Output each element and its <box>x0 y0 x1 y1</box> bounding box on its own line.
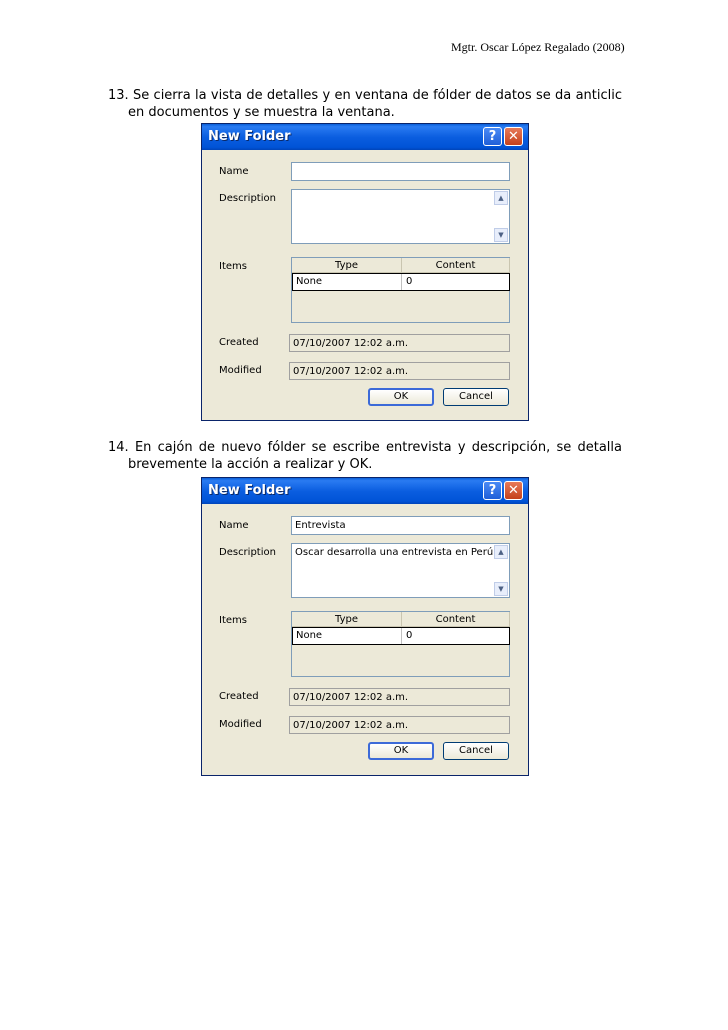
step-number: 13. <box>108 88 129 103</box>
ok-button[interactable]: OK <box>368 388 434 406</box>
step-line-1: En cajón de nuevo fólder se escribe entrevista y descripción, se detalla <box>134 440 622 455</box>
modified-label: Modified <box>219 365 262 376</box>
chevron-down-icon[interactable]: ▼ <box>494 228 508 242</box>
description-label: Description <box>219 193 276 204</box>
step-number: 14. <box>108 440 129 455</box>
dialog-title: New Folder <box>208 129 291 144</box>
step-line-1: Se cierra la vista de detalles y en ventana de fólder de datos se da anticlic <box>133 88 623 103</box>
document-header-author: Mgtr. Oscar López Regalado (2008) <box>451 40 625 54</box>
close-button[interactable] <box>504 481 523 500</box>
created-value: 07/10/2007 12:02 a.m. <box>289 688 510 706</box>
modified-value: 07/10/2007 12:02 a.m. <box>289 362 510 380</box>
created-label: Created <box>219 337 259 348</box>
cell-content: 0 <box>406 630 413 641</box>
step-line-2: brevemente la acción a realizar y OK. <box>128 457 373 472</box>
help-button[interactable] <box>483 481 502 500</box>
description-text: Oscar desarrolla una entrevista en Perú <box>295 547 494 558</box>
question-mark-icon: ? <box>488 129 497 144</box>
dialog-titlebar[interactable] <box>202 124 528 150</box>
column-header-type[interactable]: Type <box>292 612 402 627</box>
column-header-content[interactable]: Content <box>402 612 510 627</box>
items-label: Items <box>219 261 247 272</box>
cell-type: None <box>293 274 402 290</box>
column-header-content[interactable]: Content <box>402 258 510 273</box>
close-button[interactable] <box>504 127 523 146</box>
help-button[interactable] <box>483 127 502 146</box>
name-label: Name <box>219 520 249 531</box>
cell-content: 0 <box>406 276 413 287</box>
created-value: 07/10/2007 12:02 a.m. <box>289 334 510 352</box>
modified-label: Modified <box>219 719 262 730</box>
cancel-button[interactable]: Cancel <box>443 388 509 406</box>
close-x-icon: ✕ <box>508 129 519 144</box>
dialog-titlebar[interactable] <box>202 478 528 504</box>
chevron-up-icon[interactable]: ▲ <box>494 191 508 205</box>
description-label: Description <box>219 547 276 558</box>
column-header-type[interactable]: Type <box>292 258 402 273</box>
table-row[interactable] <box>292 627 510 645</box>
step-14-text <box>108 439 622 473</box>
items-table[interactable] <box>291 611 510 677</box>
chevron-up-icon[interactable]: ▲ <box>494 545 508 559</box>
new-folder-dialog-empty <box>201 123 529 421</box>
description-textarea[interactable] <box>291 189 510 244</box>
chevron-down-icon[interactable]: ▼ <box>494 582 508 596</box>
question-mark-icon: ? <box>488 483 497 498</box>
items-table[interactable] <box>291 257 510 323</box>
step-13-text <box>108 87 622 121</box>
close-x-icon: ✕ <box>508 483 519 498</box>
cell-type: None <box>293 628 402 644</box>
step-line-2: en documentos y se muestra la ventana. <box>128 105 395 120</box>
table-row[interactable] <box>292 273 510 291</box>
modified-value: 07/10/2007 12:02 a.m. <box>289 716 510 734</box>
name-label: Name <box>219 166 249 177</box>
new-folder-dialog-filled <box>201 477 529 776</box>
name-input[interactable] <box>291 162 510 181</box>
name-input[interactable]: Entrevista <box>291 516 510 535</box>
created-label: Created <box>219 691 259 702</box>
items-label: Items <box>219 615 247 626</box>
description-textarea[interactable] <box>291 543 510 598</box>
cancel-button[interactable]: Cancel <box>443 742 509 760</box>
dialog-title: New Folder <box>208 483 291 498</box>
ok-button[interactable]: OK <box>368 742 434 760</box>
